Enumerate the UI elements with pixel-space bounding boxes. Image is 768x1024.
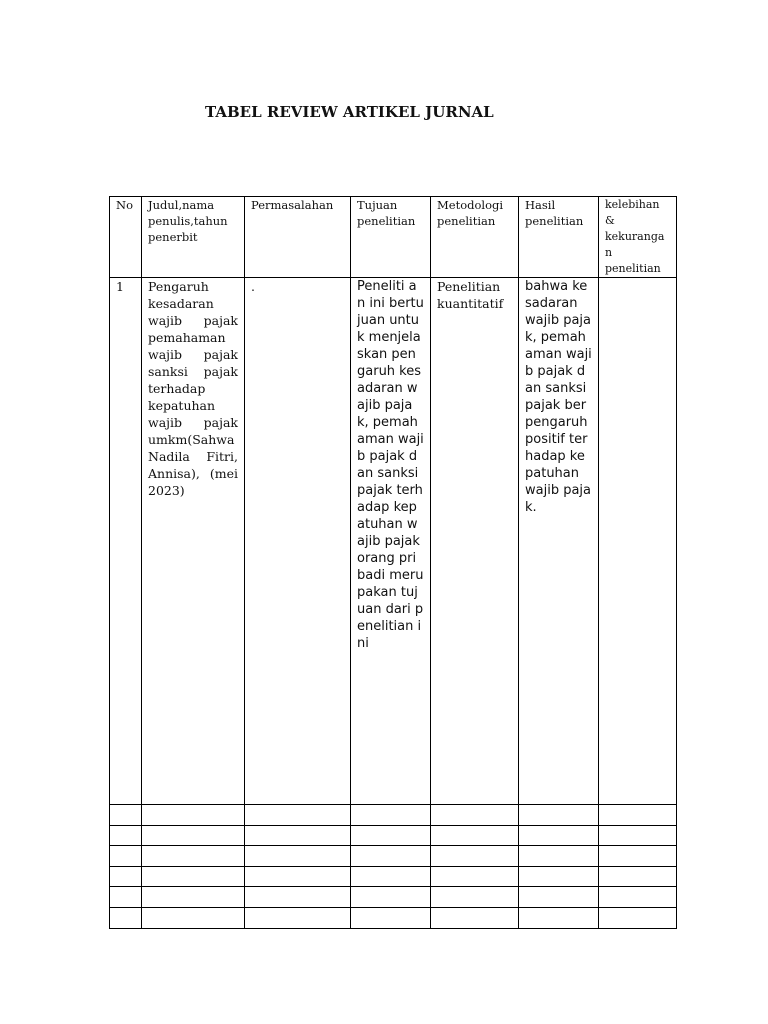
header-metodologi: Metodologi penelitian [431,197,519,278]
cell-tujuan: Peneliti an ini bertujuan untuk menjelaskan pengaruh kesadaran wajib pajak, pemahaman wajib pajak dan sanksi pajak terhadap kepatuhan wajib pajak orang pribadi merupakan tujuan dari penelitian ini [351,278,431,805]
empty-row [110,846,677,867]
empty-row [110,866,677,887]
header-permasalahan: Permasalahan [245,197,351,278]
cell-hasil: bahwa kesadaran wajib pajak, pemahaman wajib pajak dan sanksi pajak berpengaruh positif terhadap kepatuhan wajib pajak. [519,278,599,805]
cell-permasalahan: . [245,278,351,805]
empty-row [110,825,677,846]
cell-kelebihan [599,278,677,805]
page-title: TABEL REVIEW ARTIKEL JURNAL [205,103,494,121]
header-no: No [110,197,142,278]
header-hasil: Hasil penelitian [519,197,599,278]
header-tujuan: Tujuan penelitian [351,197,431,278]
header-row [110,197,677,278]
empty-row [110,907,677,928]
review-table [109,196,677,929]
header-judul: Judul,nama penulis,tahun penerbit [142,197,245,278]
empty-row [110,887,677,908]
empty-row [110,805,677,826]
cell-no: 1 [110,278,142,805]
cell-metodologi: Penelitian kuantitatif [431,278,519,805]
table-row [110,278,677,805]
header-kelebihan: kelebihan & kekurangan penelitian [599,197,677,278]
cell-judul: Pengaruh kesadaran wajib pajak pemahaman wajib pajak sanksi pajak terhadap kepatuhan wajib pajak umkm(Sahwa Nadila Fitri, Annisa), (mei 2023) [142,278,245,805]
